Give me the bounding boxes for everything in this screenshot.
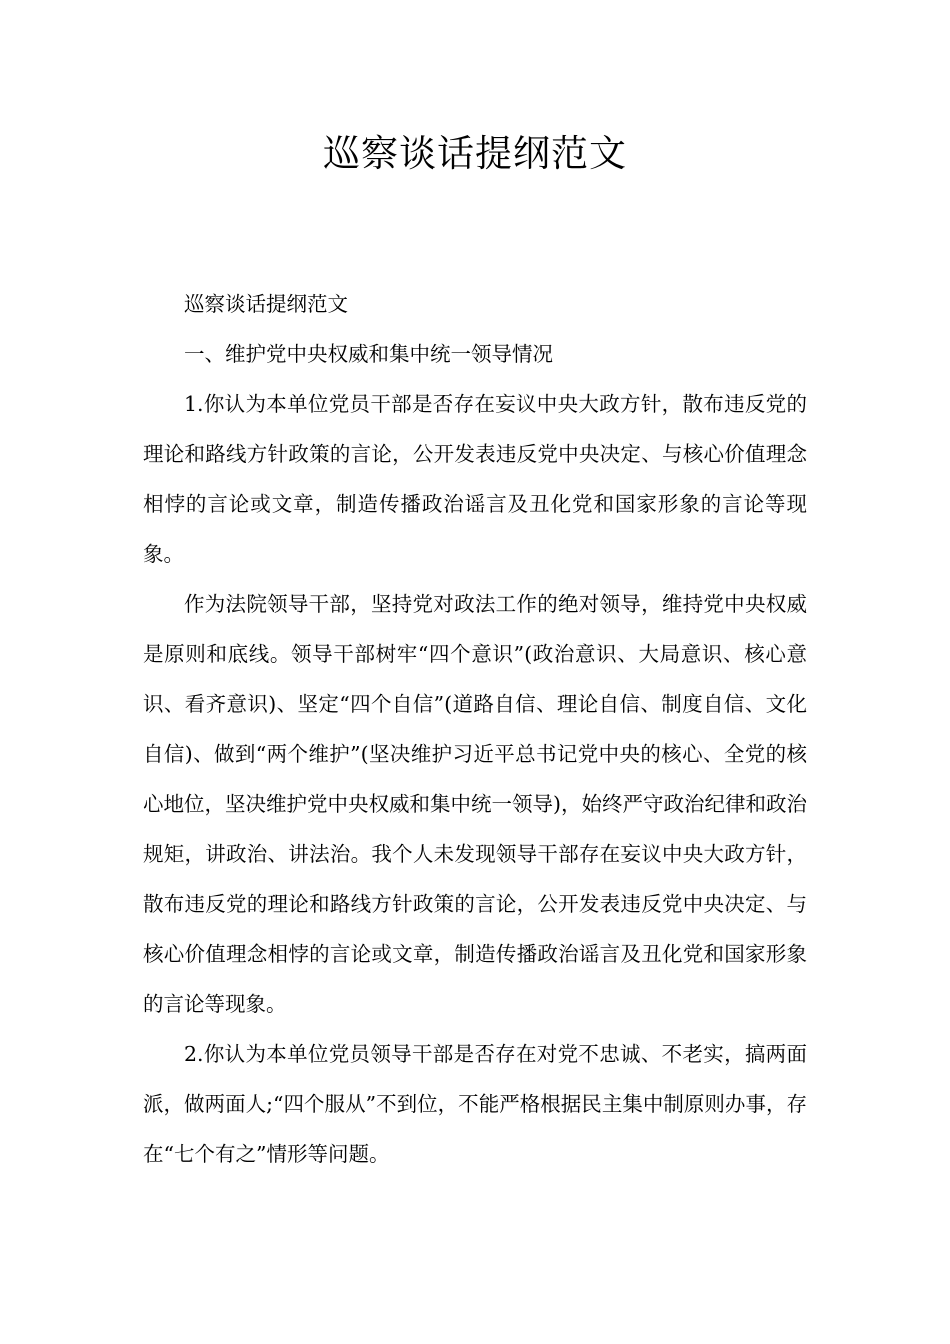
- paragraph: 2.你认为本单位党员领导干部是否存在对党不忠诚、不老实，搞两面派，做两面人;“四个服从”不到位，不能严格根据民主集中制原则办事，存在“七个有之”情形等问题。: [143, 1042, 807, 1166]
- paragraph: 作为法院领导干部，坚持党对政法工作的绝对领导，维持党中央权威是原则和底线。领导干部树牢“四个意识”(政治意识、大局意识、核心意识、看齐意识)、坚定“四个自信”(道路自信、理论自信、制度自信、文化自信)、做到“两个维护”(坚决维护习近平总书记党中央的核心、全党的核心地位，坚决维护党中央权威和集中统一领导)，始终严守政治纪律和政治规矩，讲政治、讲法治。我个人未发现领导干部存在妄议中央大政方针，散布违反党的理论和路线方针政策的言论，公开发表违反党中央决定、与核心价值理念相悖的言论或文章，制造传播政治谣言及丑化党和国家形象的言论等现象。: [143, 592, 807, 1016]
- paragraph-heading: 巡察谈话提纲范文: [184, 292, 348, 316]
- section-heading: 一、维护党中央权威和集中统一领导情况: [184, 342, 553, 366]
- paragraph: 1.你认为本单位党员干部是否存在妄议中央大政方针，散布违反党的理论和路线方针政策的言论，公开发表违反党中央决定、与核心价值理念相悖的言论或文章，制造传播政治谣言及丑化党和国家形象的言论等现象。: [143, 392, 807, 566]
- document-title: 巡察谈话提纲范文: [323, 132, 627, 175]
- document-body: [143, 279, 807, 1179]
